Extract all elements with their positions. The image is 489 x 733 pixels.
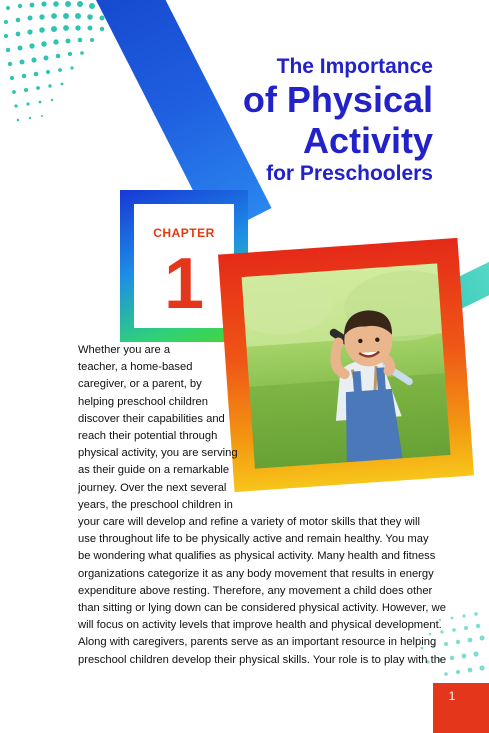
title-line-3: Activity [302, 120, 433, 161]
chapter-label: CHAPTER [153, 226, 215, 240]
body-line: journey. Over the next several [78, 481, 227, 494]
body-line: teacher, a home-based [78, 361, 193, 374]
body-line: will focus on activity levels that improve health and physical development. [78, 619, 442, 632]
body-line: use throughout life to be physically active and remain healthy. You may [78, 533, 429, 546]
body-line: than sitting or lying down can be considered physical activity. However, we [78, 602, 446, 615]
body-paragraph [78, 342, 460, 669]
body-line: helping preschool children [78, 395, 208, 408]
title-line-2: of Physical [242, 79, 433, 120]
title-line-4: for Preschoolers [266, 162, 433, 185]
body-line: preschool children develop their physical skills. Your role is to play with the [78, 653, 447, 666]
body-line: organizations categorize it as any body movement that results in energy [78, 567, 434, 580]
body-line: Whether you are a [78, 344, 171, 356]
body-line: caregiver, or a parent, by [78, 378, 202, 391]
page-number-tab [433, 683, 489, 733]
body-line: Along with caregivers, parents serve as an important resource in helping [78, 636, 437, 649]
page-number: 1 [448, 689, 456, 703]
body-line: years, the preschool children in [78, 498, 233, 511]
body-line: be wondering what qualifies as physical activity. Many health and fitness [78, 550, 436, 563]
body-line: discover their capabilities and [78, 412, 225, 425]
body-line: reach their potential through [78, 430, 218, 443]
title-line-1: The Importance [276, 55, 433, 78]
chapter-number: 1 [163, 244, 205, 324]
body-line: expenditure above resting. Therefore, any movement a child does other [78, 584, 433, 597]
body-line: physical activity, you are serving [78, 447, 238, 460]
body-line: your care will develop and refine a variety of motor skills that they will [78, 516, 420, 529]
body-line: as their guide on a remarkable [78, 464, 230, 477]
